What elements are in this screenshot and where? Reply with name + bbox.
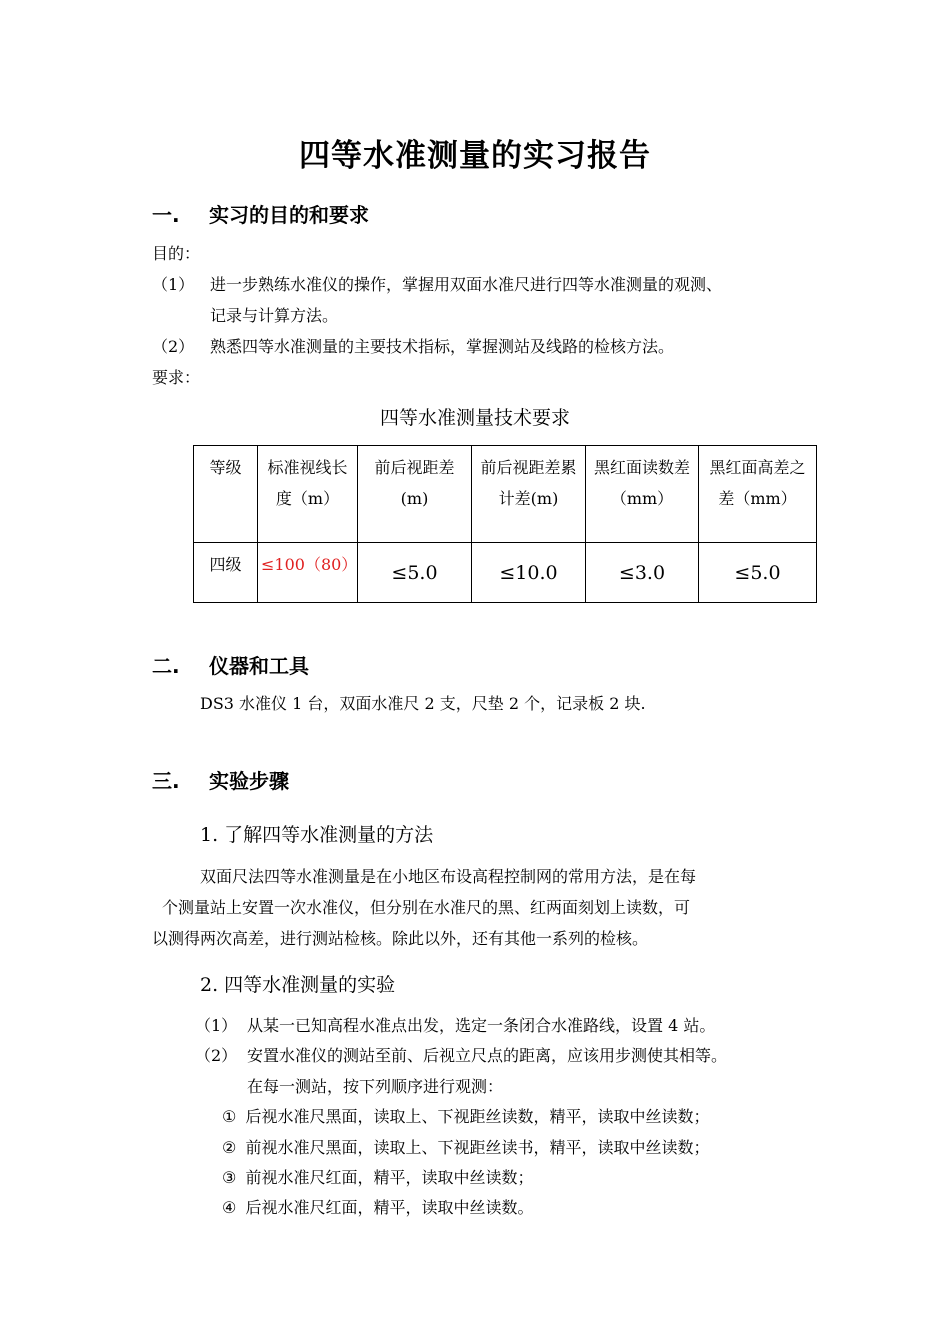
- section-1-label: 实习的目的和要求: [209, 203, 369, 227]
- instruments-text: DS3 水准仪 1 台，双面水准尺 2 支，尺垫 2 个，记录板 2 块.: [200, 694, 646, 713]
- subsection-2-title: 2. 四等水准测量的实验: [200, 974, 396, 996]
- header-grade: 等级: [194, 446, 258, 543]
- step-3: [222, 1168, 533, 1188]
- method-line-2: 个测量站上安置一次水准仪，但分别在水准尺的黑、红两面刻划上读数，可: [162, 898, 691, 917]
- step-3-mark: ③: [222, 1168, 237, 1187]
- header-reading-diff: 黑红面读数差（mm）: [586, 446, 699, 543]
- requirement-label: 要求：: [152, 368, 201, 387]
- experiment-item-2-line-2: 在每一测站，按下列顺序进行观测：: [247, 1077, 504, 1096]
- step-2-text: 前视水准尺黑面，读取上、下视距丝读书，精平，读取中丝读数；: [245, 1138, 710, 1157]
- table-caption: 四等水准测量技术要求: [379, 407, 570, 429]
- requirements-table: [193, 445, 817, 603]
- method-line-3: 以测得两次高差，进行测站检核。除此以外，还有其他一系列的检核。: [152, 929, 649, 948]
- experiment-item-1-number: （1）: [195, 1016, 238, 1035]
- section-2-label: 仪器和工具: [209, 654, 309, 678]
- section-1-heading: [152, 199, 552, 225]
- step-1-mark: ①: [222, 1107, 237, 1126]
- section-3-heading: [152, 765, 552, 791]
- experiment-item-2-number: （2）: [195, 1046, 238, 1065]
- section-3-number: 三.: [152, 769, 180, 793]
- method-line-1: 双面尺法四等水准测量是在小地区布设高程控制网的常用方法，是在每: [200, 867, 697, 886]
- step-2-mark: ②: [222, 1138, 237, 1157]
- step-1: [222, 1107, 709, 1127]
- purpose-item-1-line-1: 进一步熟练水准仪的操作，掌握用双面水准尺进行四等水准测量的观测、: [210, 275, 723, 294]
- purpose-item-2-line-1: 熟悉四等水准测量的主要技术指标，掌握测站及线路的检核方法。: [210, 337, 675, 356]
- cell-sight-length: ≤100（80）: [258, 543, 358, 603]
- experiment-item-2-line-1: 安置水准仪的测站至前、后视立尺点的距离，应该用步测使其相等。: [247, 1046, 728, 1065]
- step-3-text: 前视水准尺红面，精平，读取中丝读数；: [245, 1168, 534, 1187]
- cell-distance-diff-cumulative: ≤10.0: [472, 543, 586, 603]
- cell-height-diff: ≤5.0: [699, 543, 817, 603]
- header-height-diff: 黑红面高差之差（mm）: [699, 446, 817, 543]
- cell-reading-diff: ≤3.0: [586, 543, 699, 603]
- step-4-text: 后视水准尺红面，精平，读取中丝读数。: [245, 1198, 534, 1217]
- step-4: [222, 1198, 533, 1218]
- section-3-label: 实验步骤: [209, 769, 289, 793]
- section-2-number: 二.: [152, 654, 180, 678]
- table-row: [194, 543, 817, 603]
- page-title: 四等水准测量的实习报告: [299, 138, 651, 174]
- header-sight-length: 标准视线长度（m）: [258, 446, 358, 543]
- purpose-item-2-number: （2）: [152, 337, 195, 356]
- purpose-label: 目的：: [152, 244, 201, 263]
- header-distance-diff: 前后视距差(m): [358, 446, 472, 543]
- step-4-mark: ④: [222, 1198, 237, 1217]
- section-1-number: 一.: [152, 203, 180, 227]
- table-header-row: [194, 446, 817, 543]
- purpose-item-1-line-2: 记录与计算方法。: [210, 306, 339, 325]
- cell-grade: 四级: [194, 543, 258, 603]
- step-1-text: 后视水准尺黑面，读取上、下视距丝读数，精平，读取中丝读数；: [245, 1107, 710, 1126]
- cell-distance-diff: ≤5.0: [358, 543, 472, 603]
- section-2-heading: [152, 650, 552, 676]
- subsection-1-title: 1. 了解四等水准测量的方法: [200, 824, 434, 846]
- experiment-item-1-text: 从某一已知高程水准点出发，选定一条闭合水准路线，设置 4 站。: [247, 1016, 716, 1035]
- purpose-item-1-number: （1）: [152, 275, 195, 294]
- header-distance-diff-cumulative: 前后视距差累计差(m): [472, 446, 586, 543]
- step-2: [222, 1138, 709, 1158]
